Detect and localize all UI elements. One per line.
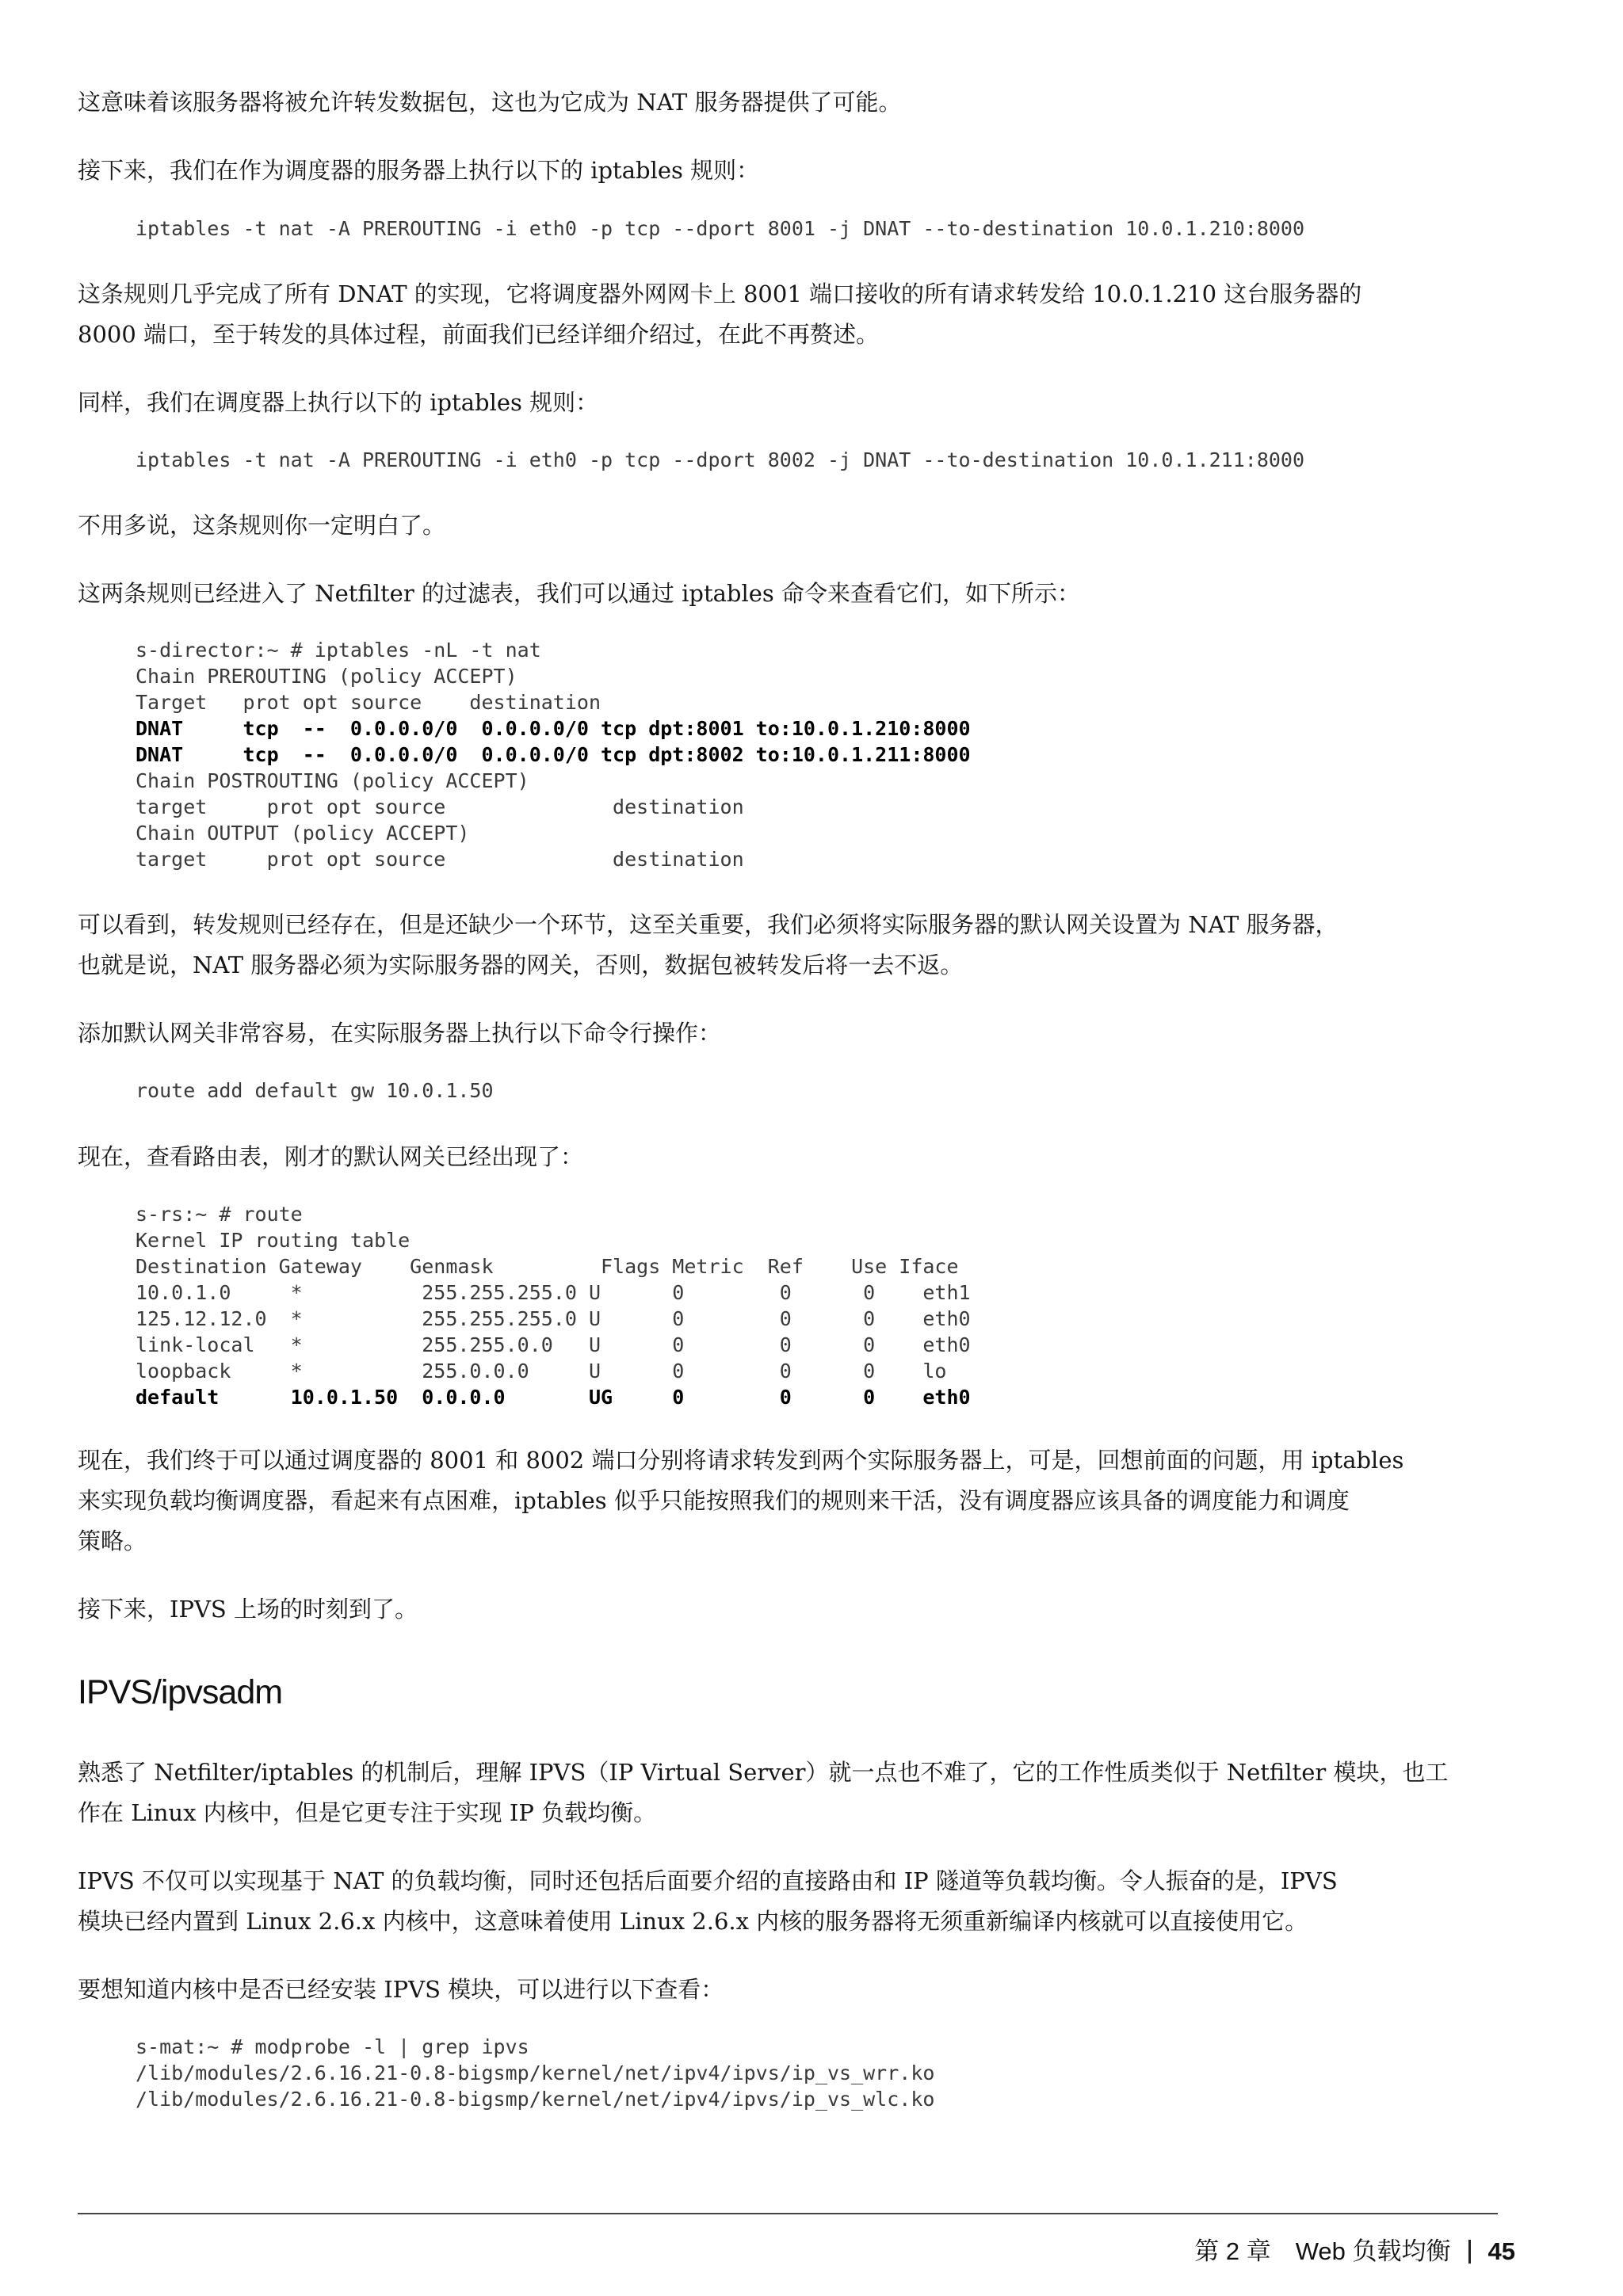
code-line: /lib/modules/2.6.16.21-0.8-bigsmp/kernel/net/ipv4/ipvs/ip_vs_wlc.ko bbox=[136, 2088, 935, 2111]
paragraph: 现在，查看路由表，刚才的默认网关已经出现了： bbox=[78, 1143, 584, 1170]
code-line: target prot opt source destination bbox=[136, 848, 744, 871]
code-line: Destination Gateway Genmask Flags Metric Ref Use Iface bbox=[136, 1255, 959, 1278]
paragraph: 添加默认网关非常容易，在实际服务器上执行以下命令行操作： bbox=[78, 1020, 722, 1047]
code-line: default 10.0.1.50 0.0.0.0 UG 0 0 0 eth0 bbox=[136, 1386, 971, 1409]
paragraph: 熟悉了 Netfilter/iptables 的机制后，理解 IPVS（IP Virtual Server）就一点也不难了，它的工作性质类似于 Netfilter 模块，也工 bbox=[78, 1759, 1449, 1786]
code-line: /lib/modules/2.6.16.21-0.8-bigsmp/kernel/net/ipv4/ipvs/ip_vs_wrr.ko bbox=[136, 2061, 935, 2084]
code-line: DNAT tcp -- 0.0.0.0/0 0.0.0.0/0 tcp dpt:8002 to:10.0.1.211:8000 bbox=[136, 743, 971, 766]
code-iptables-rule-8002: iptables -t nat -A PREROUTING -i eth0 -p tcp --dport 8002 -j DNAT --to-destination 10.0.1.211:8000 bbox=[136, 448, 1305, 471]
paragraph: 现在，我们终于可以通过调度器的 8001 和 8002 端口分别将请求转发到两个实际服务器上，可是，回想前面的问题，用 iptables bbox=[78, 1447, 1404, 1474]
paragraph: 来实现负载均衡调度器，看起来有点困难，iptables 似乎只能按照我们的规则来干活，没有调度器应该具备的调度能力和调度 bbox=[78, 1487, 1350, 1514]
paragraph: 作在 Linux 内核中，但是它更专注于实现 IP 负载均衡。 bbox=[78, 1799, 657, 1826]
code-line: s-rs:~ # route bbox=[136, 1203, 303, 1226]
paragraph: 不用多说，这条规则你一定明白了。 bbox=[78, 512, 446, 539]
chapter-title: 第 2 章 Web 负载均衡 bbox=[1194, 2237, 1451, 2265]
code-modprobe bbox=[136, 2034, 934, 2112]
code-line: s-mat:~ # modprobe -l | grep ipvs bbox=[136, 2035, 529, 2058]
page-footer bbox=[1194, 2231, 1515, 2267]
code-line: Chain PREROUTING (policy ACCEPT) bbox=[136, 665, 517, 688]
code-iptables-listing bbox=[136, 637, 971, 872]
code-iptables-rule-8001: iptables -t nat -A PREROUTING -i eth0 -p tcp --dport 8001 -j DNAT --to-destination 10.0.1.210:8000 bbox=[136, 217, 1305, 240]
code-line: 10.0.1.0 * 255.255.255.0 U 0 0 0 eth1 bbox=[136, 1281, 971, 1304]
paragraph: 接下来，IPVS 上场的时刻到了。 bbox=[78, 1596, 418, 1623]
code-line: link-local * 255.255.0.0 U 0 0 0 eth0 bbox=[136, 1333, 971, 1356]
section-heading: IPVS/ipvsadm bbox=[78, 1673, 283, 1711]
footer-divider bbox=[78, 2213, 1498, 2214]
paragraph: 同样，我们在调度器上执行以下的 iptables 规则： bbox=[78, 389, 599, 416]
paragraph: 接下来，我们在作为调度器的服务器上执行以下的 iptables 规则： bbox=[78, 157, 760, 184]
paragraph: 8000 端口，至于转发的具体过程，前面我们已经详细介绍过，在此不再赘述。 bbox=[78, 321, 880, 348]
paragraph: 这意味着该服务器将被允许转发数据包，这也为它成为 NAT 服务器提供了可能。 bbox=[78, 89, 902, 116]
paragraph: 策略。 bbox=[78, 1527, 147, 1554]
code-line: s-director:~ # iptables -nL -t nat bbox=[136, 639, 541, 662]
paragraph: IPVS 不仅可以实现基于 NAT 的负载均衡，同时还包括后面要介绍的直接路由和 IP 隧道等负载均衡。令人振奋的是，IPVS bbox=[78, 1867, 1338, 1894]
code-line: 125.12.12.0 * 255.255.255.0 U 0 0 0 eth0 bbox=[136, 1307, 971, 1330]
code-line: Chain OUTPUT (policy ACCEPT) bbox=[136, 822, 470, 845]
paragraph: 也就是说，NAT 服务器必须为实际服务器的网关，否则，数据包被转发后将一去不返。 bbox=[78, 952, 964, 978]
code-line: DNAT tcp -- 0.0.0.0/0 0.0.0.0/0 tcp dpt:8001 to:10.0.1.210:8000 bbox=[136, 717, 971, 740]
paragraph: 这条规则几乎完成了所有 DNAT 的实现，它将调度器外网网卡上 8001 端口接收的所有请求转发给 10.0.1.210 这台服务器的 bbox=[78, 280, 1362, 307]
code-route-add: route add default gw 10.0.1.50 bbox=[136, 1079, 494, 1102]
code-line: loopback * 255.0.0.0 U 0 0 0 lo bbox=[136, 1360, 947, 1383]
paragraph: 要想知道内核中是否已经安装 IPVS 模块，可以进行以下查看： bbox=[78, 1976, 724, 2003]
code-line: Chain POSTROUTING (policy ACCEPT) bbox=[136, 769, 529, 792]
code-line: Target prot opt source destination bbox=[136, 691, 601, 714]
paragraph: 这两条规则已经进入了 Netfilter 的过滤表，我们可以通过 iptables 命令来查看它们，如下所示： bbox=[78, 580, 1081, 607]
code-line: target prot opt source destination bbox=[136, 795, 744, 818]
code-routing-table bbox=[136, 1201, 971, 1410]
footer-separator bbox=[1468, 2240, 1471, 2264]
paragraph: 可以看到，转发规则已经存在，但是还缺少一个环节，这至关重要，我们必须将实际服务器的默认网关设置为 NAT 服务器， bbox=[78, 911, 1338, 938]
page-number: 45 bbox=[1487, 2237, 1515, 2265]
paragraph: 模块已经内置到 Linux 2.6.x 内核中，这意味着使用 Linux 2.6.x 内核的服务器将无须重新编译内核就可以直接使用它。 bbox=[78, 1908, 1308, 1935]
code-line: Kernel IP routing table bbox=[136, 1229, 411, 1252]
